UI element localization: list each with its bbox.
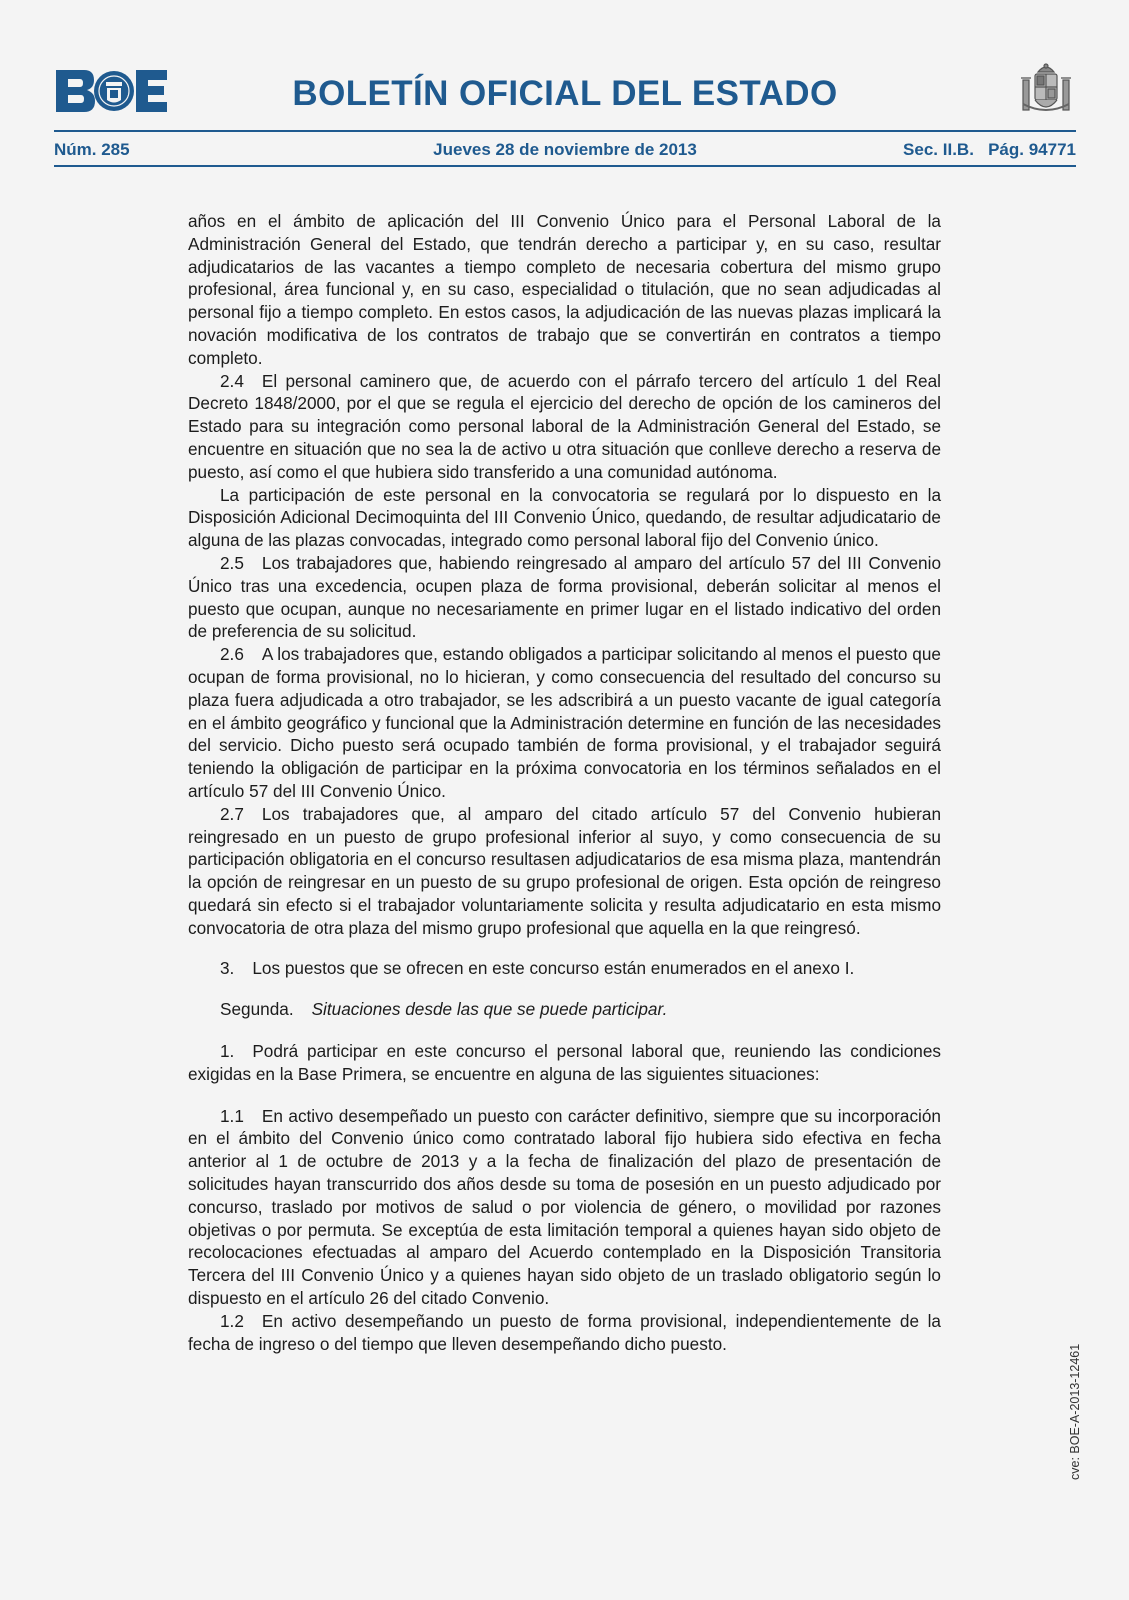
clause-text: Los trabajadores que, habiendo reingresado al amparo del artículo 57 del III Convenio Único tras una excedencia, ocupen plaza de forma provisional, deberán solicitar al menos el puesto que ocupan, aunque no necesariamente en primer lugar en el listado indicativo del orden de preferencia de su solicitud. (188, 552, 941, 642)
section-label: Sec. II.B. (903, 140, 974, 159)
header-rule-top (54, 130, 1076, 132)
paragraph: La participación de este personal en la convocatoria se regulará por lo dispuesto en la Disposición Adicional Decimoquinta del III Convenio Único, quedando, de resultar adjudicatario de alguna de las plazas convocadas, integrado como personal laboral fijo del Convenio único. (188, 484, 941, 551)
cve-identifier: cve: BOE-A-2013-12461 (1068, 1343, 1082, 1480)
clause-text: En activo desempeñando un puesto de forma provisional, independientemente de la fecha de ingreso o del tiempo que lleven desempeñando dicho puesto. (188, 1310, 941, 1354)
paragraph-1 (188, 1040, 941, 1086)
paragraph-2-6 (188, 643, 941, 803)
section-heading (188, 998, 941, 1021)
clause-text: El personal caminero que, de acuerdo con el párrafo tercero del artículo 1 del Real Decreto 1848/2000, por el que se regula el ejercicio del derecho de opción de los camineros del Estado para su integración como personal laboral de la Administración General del Estado, se encuentre en situación que no sea la de activo u otra situación que conlleve derecho a reserva de puesto, así como el que hubiera sido transferido a una comunidad autónoma. (188, 370, 941, 482)
header-rule-bottom (54, 165, 1076, 167)
paragraph-2-5 (188, 552, 941, 643)
clause-number: 1.1 (220, 1105, 244, 1126)
clause-text: Los trabajadores que, al amparo del citado artículo 57 del Convenio hubieran reingresado en un puesto de grupo profesional inferior al suyo, y como consecuencia de su participación obligatoria en el concurso resultasen adjudicatarios de esa misma plaza, mantendrán la opción de reingresar en un puesto de su grupo profesional de origen. Esta opción de reingreso quedará sin efecto si el trabajador voluntariamente solicita y resulta adjudicatario en esta mismo convocatoria de otra plaza del mismo grupo profesional que aquella en la que reingresó. (188, 803, 941, 938)
clause-number: 1.2 (220, 1310, 244, 1331)
paragraph-2-4 (188, 370, 941, 484)
paragraph-1-2 (188, 1310, 941, 1356)
issue-number: Núm. 285 (54, 140, 130, 159)
clause-number: 2.6 (220, 644, 244, 665)
publication-title: BOLETÍN OFICIAL DEL ESTADO (292, 74, 838, 113)
clause-number: 1. (220, 1041, 235, 1062)
heading-label: Segunda. (220, 999, 294, 1020)
clause-text: En activo desempeñado un puesto con carácter definitivo, siempre que su incorporación en el ámbito del Convenio único como contratado laboral fijo hubiera sido efectiva en fecha anterior al 1 de octubre de 2013 y a la fecha de finalización del plazo de presentación de solicitudes hayan transcurrido dos años desde su toma de posesión en un puesto adjudicado por concurso, traslado por motivos de salud o por violencia de género, o movilidad por razones objetivas o por permuta. Se exceptúa de esta limitación temporal a quienes hayan sido objeto de recolocaciones efectuadas al amparo del Acuerdo contemplado en la Disposición Transitoria Tercera del III Convenio Único y a quienes hayan sido objeto de un traslado obligatorio según lo dispuesto en el artículo 26 del citado Convenio. (188, 1105, 941, 1309)
clause-text: Podrá participar en este concurso el personal laboral que, reuniendo las condiciones exigidas en la Base Primera, se encuentre en alguna de las siguientes situaciones: (188, 1041, 941, 1084)
coat-of-arms-icon (1018, 62, 1074, 122)
paragraph-2-7 (188, 803, 941, 940)
section-page (903, 140, 1076, 160)
clause-number: 2.4 (220, 370, 244, 391)
page-number: Pág. 94771 (988, 140, 1076, 159)
paragraph-3 (188, 957, 941, 980)
issue-date: Jueves 28 de noviembre de 2013 (433, 140, 697, 159)
paragraph: años en el ámbito de aplicación del III Convenio Único para el Personal Laboral de la Administración General del Estado, que tendrán derecho a participar y, en su caso, resultar adjudicatarios de las vacantes a tiempo completo de necesaria cobertura del mismo grupo profesional, área funcional y, en su caso, especialidad o titulación, que no sean adjudicadas al personal fijo a tiempo completo. En estos casos, la adjudicación de las nuevas plazas implicará la novación modificativa de los contratos de trabajo que se convertirán en contratos a tiempo completo. (188, 211, 941, 368)
paragraph-1-1 (188, 1105, 941, 1310)
clause-number: 2.7 (220, 803, 244, 824)
page-header (54, 62, 1076, 170)
document-body (188, 210, 941, 1355)
clause-text: Los puestos que se ofrecen en este concurso están enumerados en el anexo I. (252, 957, 855, 978)
clause-number: 3. (220, 957, 235, 978)
heading-title: Situaciones desde las que se puede participar. (311, 999, 668, 1020)
clause-number: 2.5 (220, 552, 244, 573)
clause-text: A los trabajadores que, estando obligados a participar solicitando al menos el puesto que ocupan de forma provisional, no lo hicieran, y como consecuencia del resultado del concurso su plaza fuera adjudicada a otro trabajador, se les adscribirá a un puesto vacante de igual categoría en el ámbito geográfico y funcional que la Administración determine en función de las necesidades del servicio. Dicho puesto será ocupado también de forma provisional, y el trabajador seguirá teniendo la obligación de participar en la próxima convocatoria en los términos señalados en el artículo 57 del III Convenio Único. (188, 644, 941, 801)
